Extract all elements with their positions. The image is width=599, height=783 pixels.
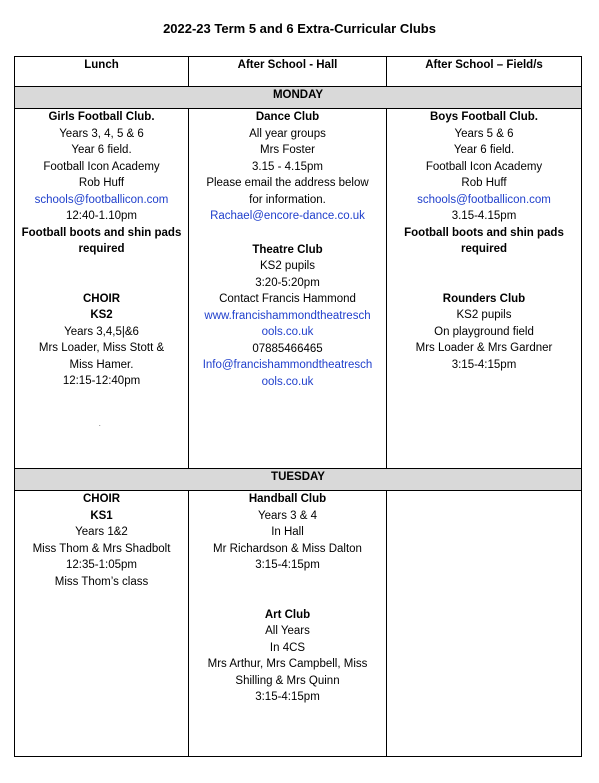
club-stage: KS1 <box>90 509 113 522</box>
club-time: 3:15-4:15pm <box>255 559 320 571</box>
club-place: In Hall <box>271 526 304 538</box>
club-note: Football boots and shin pads <box>404 226 564 239</box>
club-place: On playground field <box>434 325 534 338</box>
club-name: Boys Football Club. <box>430 111 538 123</box>
club-note: Football boots and shin pads <box>21 226 182 239</box>
column-header-lunch: Lunch <box>15 57 189 87</box>
club-time: 3.15 - 4.15pm <box>252 160 323 173</box>
art-club <box>189 607 386 706</box>
club-staff: Mrs Loader & Mrs Gardner <box>415 342 553 354</box>
club-email-link[interactable]: ools.co.uk <box>261 375 314 388</box>
column-header-after-school-hall: After School - Hall <box>189 57 387 87</box>
monday-fields-cell <box>387 109 582 469</box>
column-header-after-school-fields: After School – Field/s <box>387 57 582 87</box>
rounders-club <box>387 291 581 374</box>
club-staff: Miss Thom & Mrs Shadbolt <box>32 542 171 555</box>
stray-dot: . <box>99 421 101 428</box>
club-name: Art Club <box>264 608 311 621</box>
club-years: Years 1&2 <box>75 526 128 538</box>
club-time: 12:40-1.10pm <box>66 210 137 222</box>
club-provider: Football Icon Academy <box>425 160 543 173</box>
club-time: 12:35-1:05pm <box>66 559 137 571</box>
club-time: 3:15-4:15pm <box>451 358 517 371</box>
club-email-link[interactable]: Rachael@encore-dance.co.uk <box>210 210 365 222</box>
club-contact: Contact Francis Hammond <box>219 293 356 305</box>
club-name: Handball Club <box>248 493 327 505</box>
club-staff: Mr Richardson & Miss Dalton <box>213 542 362 555</box>
club-email-link[interactable]: schools@footballicon.com <box>34 193 169 206</box>
club-info: for information. <box>249 193 326 206</box>
tuesday-lunch-cell <box>15 491 189 757</box>
ks1-choir-club <box>15 491 188 590</box>
club-name: CHOIR <box>82 292 121 305</box>
club-website-link[interactable]: www.francishammondtheatresch <box>204 309 371 322</box>
club-years: Years 5 & 6 <box>454 127 514 140</box>
club-website-link[interactable]: ools.co.uk <box>261 326 314 338</box>
club-years: Years 3, 4, 5 & 6 <box>59 127 144 140</box>
club-staff: Miss Hamer. <box>69 358 134 371</box>
club-place: Year 6 field. <box>71 144 132 156</box>
ks2-choir-club <box>15 291 188 430</box>
tuesday-hall-cell <box>189 491 387 757</box>
day-header-tuesday: TUESDAY <box>15 469 582 491</box>
club-name: Girls Football Club. <box>48 111 155 123</box>
monday-lunch-cell <box>15 109 189 469</box>
monday-row <box>15 109 582 469</box>
club-name: Theatre Club <box>252 243 323 256</box>
club-name: Dance Club <box>255 111 320 123</box>
girls-football-club <box>15 109 188 258</box>
dance-club <box>189 109 386 225</box>
club-years: All year groups <box>249 127 326 140</box>
club-time: 3:20-5:20pm <box>255 276 320 289</box>
club-note: required <box>460 243 507 255</box>
club-staff: Mrs Loader, Miss Stott & <box>38 342 165 354</box>
handball-club <box>189 491 386 574</box>
theatre-club <box>189 242 386 391</box>
club-years: Years 3,4,5|&6 <box>64 325 139 338</box>
day-header-monday: MONDAY <box>15 87 582 109</box>
page-title: 2022-23 Term 5 and 6 Extra-Curricular Clubs <box>163 21 436 36</box>
club-time: 3.15-4.15pm <box>451 210 517 222</box>
boys-football-club <box>387 109 581 258</box>
club-phone: 07885466465 <box>252 342 323 355</box>
club-info: Please email the address below <box>206 177 369 189</box>
club-years: KS2 pupils <box>260 260 315 272</box>
club-years: All Years <box>265 625 310 637</box>
tuesday-row <box>15 491 582 757</box>
club-note: required <box>78 243 125 255</box>
club-place: In 4CS <box>269 641 306 654</box>
club-place: Miss Thom’s class <box>54 575 149 588</box>
club-email-link[interactable]: Info@francishammondtheatresch <box>202 359 373 371</box>
club-years: KS2 pupils <box>456 309 512 321</box>
club-email-link[interactable]: schools@footballicon.com <box>417 193 551 206</box>
club-time: 12:15-12:40pm <box>62 375 141 387</box>
club-name: CHOIR <box>82 493 121 505</box>
clubs-table <box>14 56 582 757</box>
tuesday-fields-cell <box>387 491 582 757</box>
club-contact: Rob Huff <box>78 177 125 189</box>
club-name: Rounders Club <box>442 292 526 305</box>
club-staff: Shilling & Mrs Quinn <box>235 674 340 687</box>
club-staff: Mrs Arthur, Mrs Campbell, Miss <box>207 658 368 670</box>
club-staff: Mrs Foster <box>260 144 315 156</box>
club-contact: Rob Huff <box>461 177 507 189</box>
monday-hall-cell <box>189 109 387 469</box>
column-header-row <box>15 57 582 87</box>
club-time: 3:15-4:15pm <box>255 691 320 703</box>
club-stage: KS2 <box>90 309 113 321</box>
club-provider: Football Icon Academy <box>43 160 160 173</box>
club-place: Year 6 field. <box>453 144 515 156</box>
club-years: Years 3 & 4 <box>257 509 318 522</box>
